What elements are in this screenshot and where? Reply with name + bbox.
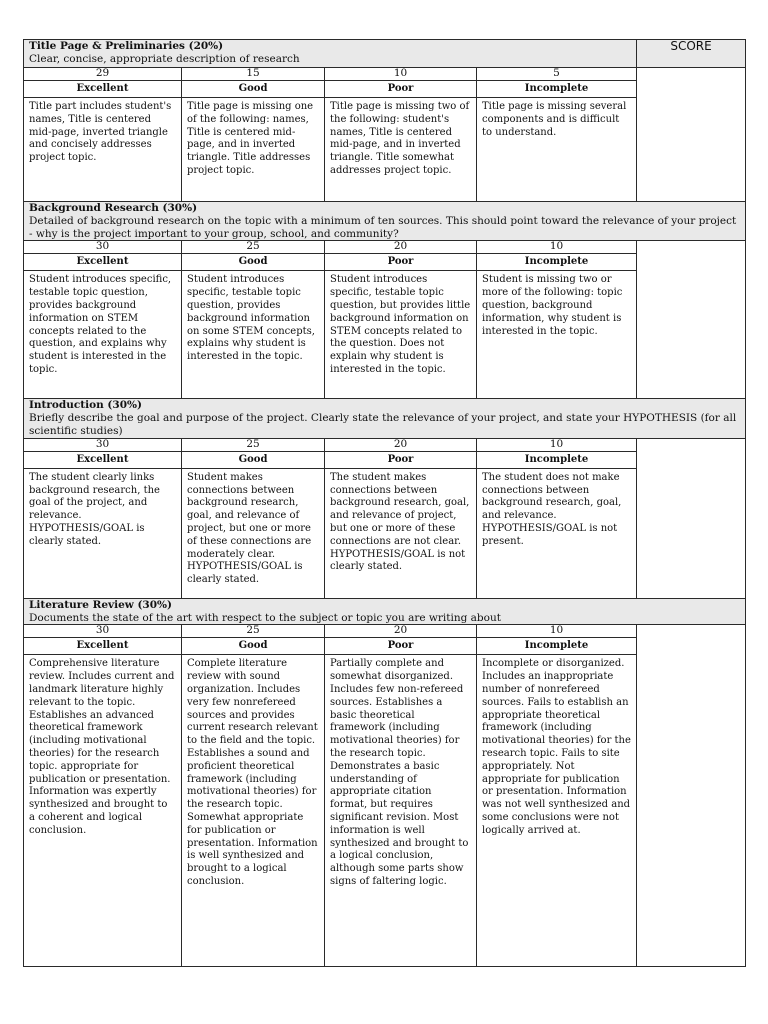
points-good: 25 (182, 625, 325, 638)
level-incomplete: Incomplete (477, 638, 637, 655)
section-background-header (24, 202, 746, 241)
criteria-incomplete: Incomplete or disorganized. Includes an inappropriate number of nonrefereed sources. Fails to establish an appropriate theoretical framework (including motivational theories) for the research topic. Fails to site appropriately. Not appropriate for publication or presentation. Information was not well synthesized and some conclusions were not logically arrived at. (477, 655, 637, 967)
level-excellent: Excellent (24, 81, 182, 98)
points-incomplete: 10 (477, 241, 637, 254)
level-poor: Poor (325, 451, 477, 468)
criteria-poor: Student introduces specific, testable topic question, but provides little background information on STEM concepts related to the question. Does not explain why student is interested in the topic. (325, 271, 477, 399)
criteria-good: Title page is missing one of the following: names, Title is centered mid-page, and in inverted triangle. Title addresses project topic. (182, 98, 325, 202)
points-incomplete: 10 (477, 438, 637, 451)
score-header: SCORE (637, 40, 746, 68)
points-excellent: 30 (24, 241, 182, 254)
level-poor: Poor (325, 638, 477, 655)
level-incomplete: Incomplete (477, 451, 637, 468)
points-row (24, 625, 746, 638)
level-excellent: Excellent (24, 254, 182, 271)
level-excellent: Excellent (24, 451, 182, 468)
rubric-table (23, 39, 746, 967)
score-cell[interactable] (637, 438, 746, 598)
points-good: 25 (182, 438, 325, 451)
points-good: 25 (182, 241, 325, 254)
points-row (24, 68, 746, 81)
criteria-excellent: Title part includes student's names, Title is centered mid-page, inverted triangle and concisely addresses project topic. (24, 98, 182, 202)
points-poor: 20 (325, 625, 477, 638)
criteria-excellent: Comprehensive literature review. Includes current and landmark literature highly relevant to the topic. Establishes an advanced theoretical framework (including motivational theories) for the research topic. appropriate for publication or presentation. Information was expertly synthesized and brought to a coherent and logical conclusion. (24, 655, 182, 967)
score-cell[interactable] (637, 625, 746, 967)
score-cell[interactable] (637, 241, 746, 399)
points-incomplete: 10 (477, 625, 637, 638)
points-poor: 10 (325, 68, 477, 81)
section-description: Documents the state of the art with respect to the subject or topic you are writing about (29, 611, 501, 624)
criteria-poor: The student makes connections between background research, goal, and relevance of project, but one or more of these connections are not clear. HYPOTHESIS/GOAL is not clearly stated. (325, 468, 477, 598)
section-title-page-header (24, 40, 746, 68)
criteria-incomplete: Title page is missing several components and is difficult to understand. (477, 98, 637, 202)
points-excellent: 30 (24, 625, 182, 638)
section-title: Title Page & Preliminaries (20%) (29, 40, 224, 52)
section-description: Briefly describe the goal and purpose of the project. Clearly state the relevance of your project, and state your HYPOTHESIS (for all scientific studies) (29, 412, 737, 437)
points-poor: 20 (325, 438, 477, 451)
points-good: 15 (182, 68, 325, 81)
section-description: Clear, concise, appropriate description of research (29, 52, 300, 65)
level-good: Good (182, 638, 325, 655)
section-title: Literature Review (30%) (29, 598, 172, 611)
criteria-poor: Title page is missing two of the following: student's names, Title is centered mid-page, and in inverted triangle. Title somewhat addresses project topic. (325, 98, 477, 202)
criteria-good: Student makes connections between background research, goal, and relevance of project, but one or more of these connections are moderately clear. HYPOTHESIS/GOAL is clearly stated. (182, 468, 325, 598)
level-good: Good (182, 81, 325, 98)
section-title: Introduction (30%) (29, 399, 142, 412)
criteria-poor: Partially complete and somewhat disorganized. Includes few non-refereed sources. Establishes a basic theoretical framework (including motivational theories) for the research topic. Demonstrates a basic understanding of appropriate citation format, but requires significant revision. Most information is well synthesized and brought to a logical conclusion, although some parts show signs of faltering logic. (325, 655, 477, 967)
criteria-good: Complete literature review with sound organization. Includes very few nonrefereed sources and provides current research relevant to the field and the topic. Establishes a sound and proficient theoretical framework (including motivational theories) for the research topic. Somewhat appropriate for publication or presentation. Information is well synthesized and brought to a logical conclusion. (182, 655, 325, 967)
level-good: Good (182, 451, 325, 468)
level-excellent: Excellent (24, 638, 182, 655)
section-literature-header (24, 598, 746, 625)
points-row (24, 241, 746, 254)
section-description: Detailed of background research on the topic with a minimum of ten sources. This should point toward the relevance of your project - why is the project important to your group, school, and community? (29, 214, 737, 240)
level-good: Good (182, 254, 325, 271)
section-header-cell (24, 399, 746, 438)
criteria-excellent: Student introduces specific, testable topic question, provides background information on STEM concepts related to the question, and explains why student is interested in the topic. (24, 271, 182, 399)
points-row (24, 438, 746, 451)
points-excellent: 30 (24, 438, 182, 451)
criteria-incomplete: Student is missing two or more of the following: topic question, background information, why student is interested in the topic. (477, 271, 637, 399)
level-poor: Poor (325, 254, 477, 271)
level-poor: Poor (325, 81, 477, 98)
section-header-cell (24, 202, 746, 241)
section-header-cell (24, 40, 637, 68)
section-title: Background Research (30%) (29, 202, 198, 214)
level-incomplete: Incomplete (477, 81, 637, 98)
criteria-incomplete: The student does not make connections between background research, goal, and relevance. HYPOTHESIS/GOAL is not present. (477, 468, 637, 598)
criteria-excellent: The student clearly links background research, the goal of the project, and relevance. HYPOTHESIS/GOAL is clearly stated. (24, 468, 182, 598)
criteria-good: Student introduces specific, testable topic question, provides background information on some STEM concepts, explains why student is interested in the topic. (182, 271, 325, 399)
score-cell[interactable] (637, 68, 746, 202)
points-poor: 20 (325, 241, 477, 254)
section-header-cell (24, 598, 746, 625)
points-incomplete: 5 (477, 68, 637, 81)
points-excellent: 29 (24, 68, 182, 81)
level-incomplete: Incomplete (477, 254, 637, 271)
section-introduction-header (24, 399, 746, 438)
